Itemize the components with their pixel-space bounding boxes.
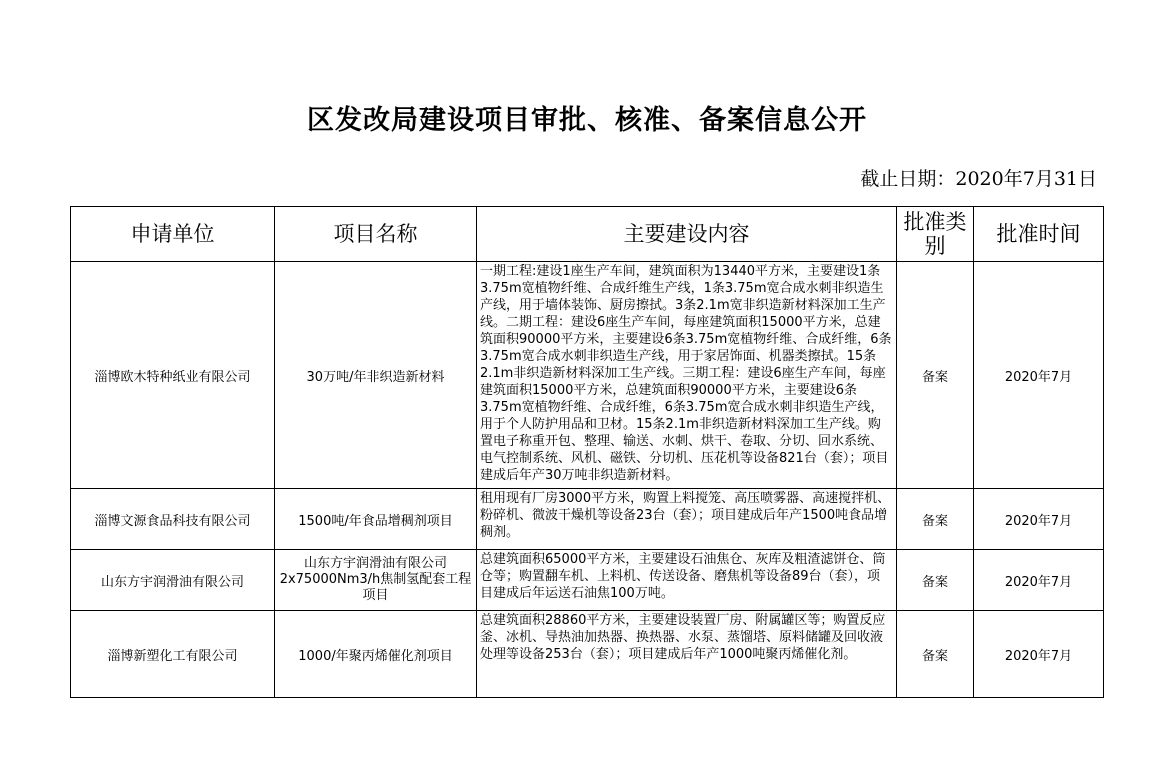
cell-approval-time: 2020年7月 [974,262,1104,489]
page-title: 区发改局建设项目审批、核准、备案信息公开 [307,105,867,136]
cell-project-name: 1000/年聚丙烯催化剂项目 [275,611,477,698]
cell-applicant: 淄博欧木特种纸业有限公司 [71,262,275,489]
cell-approval-category: 备案 [897,611,974,698]
cell-approval-category: 备案 [897,489,974,550]
table-row [71,489,1104,550]
cell-approval-category: 备案 [897,550,974,611]
table-row [71,262,1104,489]
cell-applicant: 淄博新塑化工有限公司 [71,611,275,698]
cell-main-content: 总建筑面积28860平方米，主要建设装置厂房、附属罐区等；购置反应釜、冰机、导热油加热器、换热器、水泵、蒸馏塔、原料储罐及回收液处理等设备253台（套）；项目建成后年产1000吨聚丙烯催化剂。 [477,611,897,698]
header-applicant: 申请单位 [71,207,275,262]
table-header-row [71,207,1104,262]
table-row [71,611,1104,698]
projects-table [70,206,1104,698]
cell-approval-time: 2020年7月 [974,489,1104,550]
cell-main-content: 一期工程:建设1座生产车间，建筑面积为13440平方米，主要建设1条3.75m宽植物纤维、合成纤维生产线，1条3.75m宽合成水刺非织造生产线，用于墙体装饰、厨房擦拭。3条2.1m宽非织造新材料深加工生产线。二期工程：建设6座生产车间，每座建筑面积15000平方米，总建筑面积90000平方米，主要建设6条3.75m宽植物纤维、合成纤维，6条3.75m宽合成水刺非织造生产线，用于家居饰面、机器类擦拭。15条2.1m非织造新材料深加工生产线。三期工程：建设6座生产车间，每座建筑面积15000平方米，总建筑面积90000平方米，主要建设6条3.75m宽植物纤维、合成纤维，6条3.75m宽合成水刺非织造生产线，用于个人防护用品和卫材。15条2.1m非织造新材料深加工生产线。购置电子称重开包、整理、输送、水刺、烘干、卷取、分切、回水系统、电气控制系统、风机、磁铁、分切机、压花机等设备821台（套）；项目建成后年产30万吨非织造新材料。 [477,262,897,489]
cell-project-name: 1500吨/年食品增稠剂项目 [275,489,477,550]
cell-approval-time: 2020年7月 [974,611,1104,698]
cell-approval-time: 2020年7月 [974,550,1104,611]
cell-approval-category: 备案 [897,262,974,489]
cell-project-name: 山东方宇润滑油有限公司2x75000Nm3/h焦制氢配套工程项目 [275,550,477,611]
header-approval-category: 批准类别 [897,207,974,262]
cell-applicant: 淄博文源食品科技有限公司 [71,489,275,550]
cell-applicant: 山东方宇润滑油有限公司 [71,550,275,611]
deadline-date: 截止日期：2020年7月31日 [860,168,1097,190]
cell-main-content: 总建筑面积65000平方米，主要建设石油焦仓、灰库及粗渣滤饼仓、筒仓等；购置翻车机、上料机、传送设备、磨焦机等设备89台（套），项目建成后年运送石油焦100万吨。 [477,550,897,611]
cell-project-name: 30万吨/年非织造新材料 [275,262,477,489]
table-row [71,550,1104,611]
header-main-content: 主要建设内容 [477,207,897,262]
header-project-name: 项目名称 [275,207,477,262]
cell-main-content: 租用现有厂房3000平方米，购置上料搅笼、高压喷雾器、高速搅拌机、粉碎机、微波干燥机等设备23台（套）；项目建成后年产1500吨食品增稠剂。 [477,489,897,550]
header-approval-time: 批准时间 [974,207,1104,262]
